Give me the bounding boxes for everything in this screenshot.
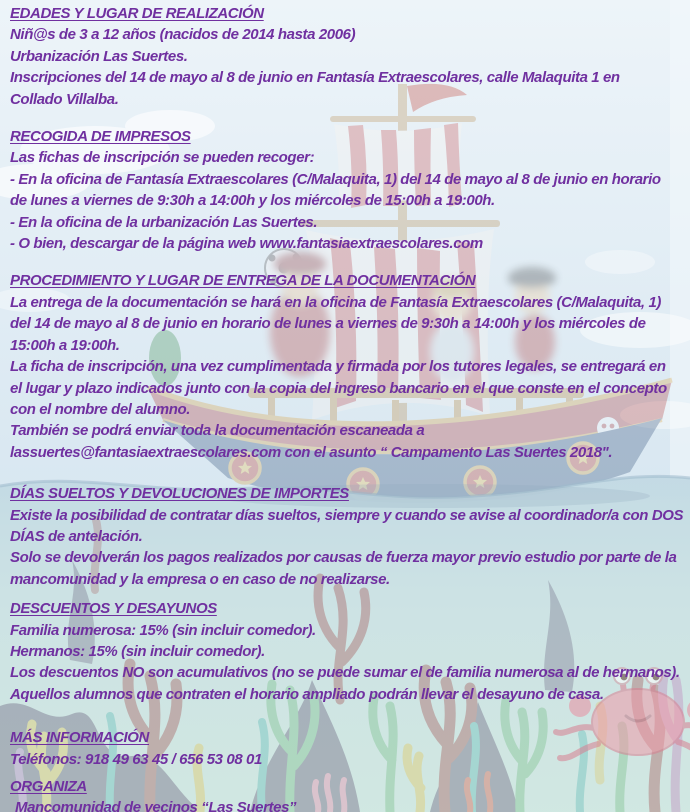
text-line-phones: Teléfonos: 918 49 63 45 / 656 53 08 01 [10, 750, 262, 768]
text-line: - En la oficina de la urbanización Las Suertes. [10, 213, 318, 231]
text-line: Familia numerosa: 15% (sin incluir comedor). [10, 621, 316, 639]
text-line-organizer: Mancomunidad de vecinos “Las Suertes” [15, 799, 297, 812]
section-heading: DÍAS SUELTOS Y DEVOLUCIONES DE IMPORTES [10, 485, 349, 503]
text-line: La ficha de inscripción, una vez cumplimentada y firmada por los tutores legales, se entregará en [10, 358, 666, 376]
text-line: del 14 de mayo al 8 de junio en horario de lunes a viernes de 9:30h a 14:00h y los miércoles de [10, 315, 646, 333]
text-line: Las fichas de inscripción se pueden recoger: [10, 149, 315, 167]
section-organiza [10, 776, 686, 812]
text-line: Collado Villalba. [10, 90, 119, 108]
text-line: Los descuentos NO son acumulativos (no se puede sumar el de familia numerosa al de hermanos). [10, 664, 680, 682]
text-line: 15:00h a 19:00h. [10, 336, 120, 354]
text-line: - En la oficina de Fantasía Extraescolares (C/Malaquita, 1) del 14 de mayo al 8 de junio en horario [10, 170, 661, 188]
section-heading: RECOGIDA DE IMPRESOS [10, 128, 191, 146]
section-descuentos [10, 598, 686, 705]
text-line: de lunes a viernes de 9:30h a 14:00h y los miércoles de 15:00h a 19:00h. [10, 192, 495, 210]
text-line: Niñ@s de 3 a 12 años (nacidos de 2014 hasta 2006) [10, 26, 356, 44]
section-procedimiento [10, 270, 686, 463]
section-heading: PROCEDIMIENTO Y LUGAR DE ENTREGA DE LA DOCUMENTACIÓN [10, 272, 476, 290]
text-line: Urbanización Las Suertes. [10, 47, 188, 65]
text-line: Solo se devolverán los pagos realizados por causas de fuerza mayor previo estudio por parte de la [10, 549, 677, 567]
text-line: mancomunidad y la empresa o en caso de no realizarse. [10, 570, 390, 588]
text-line: Aquellos alumnos que contraten el horario ampliado podrán llevar el desayuno de casa. [10, 685, 604, 703]
section-recogida [10, 126, 686, 254]
section-heading: DESCUENTOS Y DESAYUNOS [10, 600, 217, 618]
section-heading: ORGANIZA [10, 778, 87, 795]
text-line: La entrega de la documentación se hará en la oficina de Fantasía Extraescolares (C/Malaquita, 1) [10, 293, 661, 311]
text-line: con el nombre del alumno. [10, 400, 191, 418]
text-line: También se podrá enviar toda la documentación escaneada a [10, 422, 425, 440]
text-line: el lugar y plazo indicados junto con la copia del ingreso bancario en el que conste en el concepto [10, 379, 667, 397]
section-dias-sueltos [10, 483, 686, 590]
section-heading: MÁS INFORMACIÓN [10, 729, 149, 747]
text-line: - O bien, descargar de la página web www.fantasiaextraescolares.com [10, 235, 483, 253]
text-line: Inscripciones del 14 de mayo al 8 de junio en Fantasía Extraescolares, calle Malaquita 1 en [10, 69, 620, 87]
text-line: DÍAS de antelación. [10, 527, 143, 545]
section-edades [10, 3, 686, 110]
section-heading: EDADES Y LUGAR DE REALIZACIÓN [10, 5, 264, 22]
text-line: Hermanos: 15% (sin incluir comedor). [10, 642, 265, 660]
text-line-email: lassuertes@fantasiaextraescolares.com con el asunto “ Campamento Las Suertes 2018". [10, 443, 613, 461]
section-mas-informacion [10, 727, 686, 770]
text-line: Existe la posibilidad de contratar días sueltos, siempre y cuando se avise al coordinador/a con DOS [10, 506, 684, 524]
